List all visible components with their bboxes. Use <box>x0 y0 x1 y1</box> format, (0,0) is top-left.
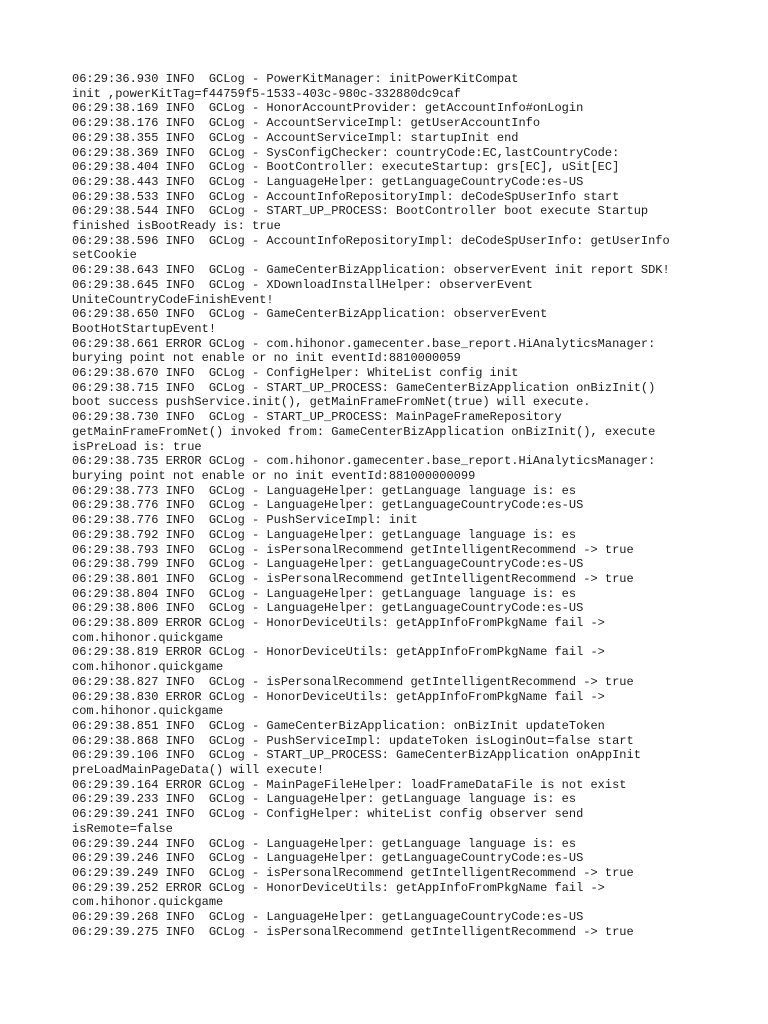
log-entry: 06:29:38.715 INFO GCLog - START_UP_PROCESS: GameCenterBizApplication onBizInit() boot success pushService.init(), getMainFrameFromNet(true) will execute. <box>72 380 656 410</box>
log-entry: 06:29:38.773 INFO GCLog - LanguageHelper: getLanguage language is: es <box>72 483 577 498</box>
log-entry: 06:29:39.252 ERROR GCLog - HonorDeviceUtils: getAppInfoFromPkgName fail -> com.hihonor.quickgame <box>72 880 605 910</box>
log-entry: 06:29:38.645 INFO GCLog - XDownloadInstallHelper: observerEvent UniteCountryCodeFinishEvent! <box>72 277 533 307</box>
log-entry: 06:29:38.443 INFO GCLog - LanguageHelper: getLanguageCountryCode:es-US <box>72 174 584 189</box>
log-entry: 06:29:38.544 INFO GCLog - START_UP_PROCESS: BootController boot execute Startup finished isBootReady is: true <box>72 204 649 234</box>
log-entry: 06:29:38.670 INFO GCLog - ConfigHelper: WhiteList config init <box>72 366 519 381</box>
log-entry: 06:29:39.241 INFO GCLog - ConfigHelper: whiteList config observer send isRemote=false <box>72 807 584 836</box>
log-entry: 06:29:36.930 INFO GCLog - PowerKitManager: initPowerKitCompat init ,powerKitTag=f44759f5-1533-403c-980c-332880dc9caf <box>72 72 519 101</box>
log-entry: 06:29:39.233 INFO GCLog - LanguageHelper: getLanguage language is: es <box>72 792 577 807</box>
log-listing <box>72 72 712 939</box>
log-entry: 06:29:39.246 INFO GCLog - LanguageHelper: getLanguageCountryCode:es-US <box>72 851 584 866</box>
log-entry: 06:29:38.596 INFO GCLog - AccountInfoRepositoryImpl: deCodeSpUserInfo: getUserInfo setCookie <box>72 233 670 263</box>
log-entry: 06:29:38.851 INFO GCLog - GameCenterBizApplication: onBizInit updateToken <box>72 718 605 733</box>
log-entry: 06:29:38.827 INFO GCLog - isPersonalRecommend getIntelligentRecommend -> true <box>72 674 634 689</box>
log-entry: 06:29:38.806 INFO GCLog - LanguageHelper: getLanguageCountryCode:es-US <box>72 601 584 616</box>
log-entry: 06:29:39.164 ERROR GCLog - MainPageFileHelper: loadFrameDataFile is not exist <box>72 777 627 792</box>
log-entry: 06:29:38.369 INFO GCLog - SysConfigChecker: countryCode:EC,lastCountryCode: <box>72 145 620 160</box>
log-entry: 06:29:38.804 INFO GCLog - LanguageHelper: getLanguage language is: es <box>72 586 577 601</box>
log-entry: 06:29:39.106 INFO GCLog - START_UP_PROCESS: GameCenterBizApplication onAppInit preLoadMainPageData() will execute! <box>72 748 641 778</box>
log-entry: 06:29:38.735 ERROR GCLog - com.hihonor.gamecenter.base_report.HiAnalyticsManager: burying point not enable or no init eventId:881000000099 <box>72 454 656 483</box>
log-entry: 06:29:38.776 INFO GCLog - PushServiceImpl: init <box>72 513 418 528</box>
log-entry: 06:29:38.176 INFO GCLog - AccountServiceImpl: getUserAccountInfo <box>72 116 541 131</box>
log-entry: 06:29:38.169 INFO GCLog - HonorAccountProvider: getAccountInfo#onLogin <box>72 101 584 116</box>
log-entry: 06:29:38.730 INFO GCLog - START_UP_PROCESS: MainPageFrameRepository getMainFrameFromNet() invoked from: GameCenterBizApplication onBizInit(), execute isPreLoad is: true <box>72 410 656 454</box>
log-entry: 06:29:38.661 ERROR GCLog - com.hihonor.gamecenter.base_report.HiAnalyticsManager: burying point not enable or no init eventId:8810000059 <box>72 336 656 366</box>
log-entry: 06:29:38.776 INFO GCLog - LanguageHelper: getLanguageCountryCode:es-US <box>72 498 584 513</box>
log-entry: 06:29:38.819 ERROR GCLog - HonorDeviceUtils: getAppInfoFromPkgName fail -> com.hihonor.quickgame <box>72 645 605 675</box>
log-entry: 06:29:38.355 INFO GCLog - AccountServiceImpl: startupInit end <box>72 130 519 145</box>
log-entry: 06:29:39.249 INFO GCLog - isPersonalRecommend getIntelligentRecommend -> true <box>72 865 634 880</box>
log-entry: 06:29:38.801 INFO GCLog - isPersonalRecommend getIntelligentRecommend -> true <box>72 571 634 586</box>
log-entry: 06:29:38.830 ERROR GCLog - HonorDeviceUtils: getAppInfoFromPkgName fail -> com.hihonor.quickgame <box>72 689 605 719</box>
log-entry: 06:29:39.268 INFO GCLog - LanguageHelper: getLanguageCountryCode:es-US <box>72 910 584 925</box>
log-entry: 06:29:39.275 INFO GCLog - isPersonalRecommend getIntelligentRecommend -> true <box>72 924 634 939</box>
log-entry: 06:29:38.809 ERROR GCLog - HonorDeviceUtils: getAppInfoFromPkgName fail -> com.hihonor.quickgame <box>72 616 605 645</box>
log-entry: 06:29:38.793 INFO GCLog - isPersonalRecommend getIntelligentRecommend -> true <box>72 542 634 557</box>
log-entry: 06:29:38.533 INFO GCLog - AccountInfoRepositoryImpl: deCodeSpUserInfo start <box>72 189 620 204</box>
log-entry: 06:29:38.868 INFO GCLog - PushServiceImpl: updateToken isLoginOut=false start <box>72 733 634 748</box>
log-entry: 06:29:39.244 INFO GCLog - LanguageHelper: getLanguage language is: es <box>72 836 577 851</box>
log-entry: 06:29:38.792 INFO GCLog - LanguageHelper: getLanguage language is: es <box>72 527 577 542</box>
log-entry: 06:29:38.404 INFO GCLog - BootController: executeStartup: grs[EC], uSit[EC] <box>72 160 620 175</box>
log-entry: 06:29:38.650 INFO GCLog - GameCenterBizApplication: observerEvent BootHotStartupEvent! <box>72 307 548 336</box>
log-entry: 06:29:38.643 INFO GCLog - GameCenterBizApplication: observerEvent init report SDK! <box>72 263 670 278</box>
log-entry: 06:29:38.799 INFO GCLog - LanguageHelper: getLanguageCountryCode:es-US <box>72 557 584 572</box>
